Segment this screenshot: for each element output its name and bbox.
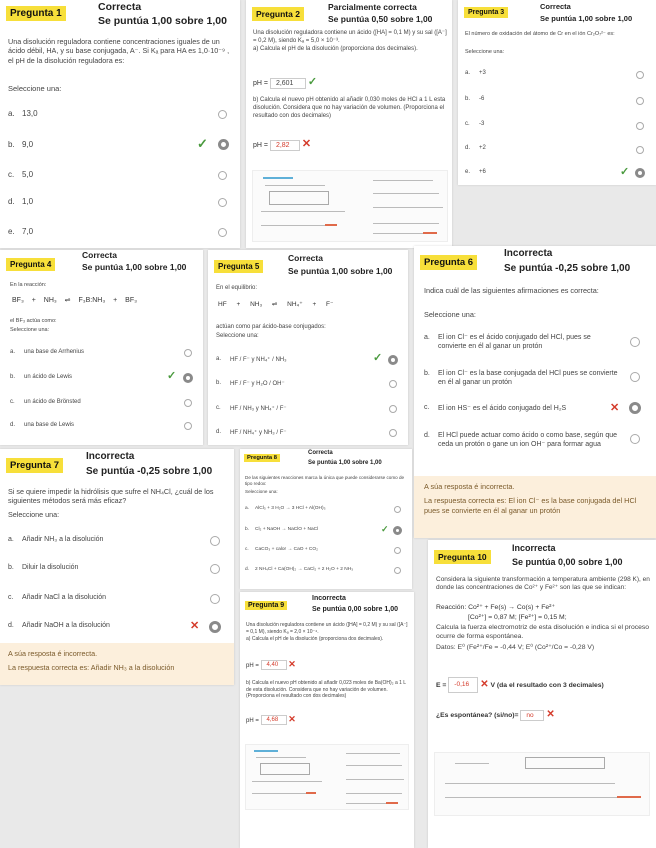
option-text: un ácido de Lewis bbox=[24, 374, 73, 380]
q9-a-input[interactable]: 4,40 bbox=[261, 660, 287, 670]
option-text: 9,0 bbox=[22, 140, 34, 149]
question-5-tag: Pregunta 5 bbox=[214, 260, 263, 273]
question-6-card bbox=[414, 246, 656, 538]
question-10-concentrations: [Co²⁺] = 0,87 M; [Fe²⁺] = 0,15 M; bbox=[468, 614, 567, 621]
q4-option-c[interactable] bbox=[10, 399, 81, 405]
option-letter: d. bbox=[8, 622, 14, 629]
q8-option-d[interactable] bbox=[245, 567, 385, 572]
q1-radio-d[interactable] bbox=[218, 198, 227, 207]
option-letter: b. bbox=[8, 564, 14, 571]
question-2-state: Parcialmente correcta bbox=[328, 2, 417, 12]
option-letter: d. bbox=[216, 429, 222, 435]
question-4-card bbox=[0, 250, 203, 445]
question-2-card bbox=[246, 0, 452, 248]
option-letter: d. bbox=[245, 567, 250, 572]
option-text: HF / NH₄⁺ y NH₃ / F⁻ bbox=[230, 430, 287, 436]
q10-s-row bbox=[436, 709, 555, 721]
q4-option-a[interactable] bbox=[10, 349, 84, 355]
question-10-points: Se puntúa 0,00 sobre 1,00 bbox=[512, 557, 623, 567]
e-unit: V (da el resultado con 3 decimales) bbox=[490, 682, 604, 689]
option-letter: e. bbox=[465, 169, 471, 175]
question-10-datos: Datos: E⁰ (Fe²⁺/Fe = -0,44 V; E⁰ (Co²⁺/Co = -0,28 V) bbox=[436, 644, 595, 651]
q3-radio-c[interactable] bbox=[636, 122, 644, 130]
q3-option-b[interactable] bbox=[465, 96, 484, 102]
q3-option-a[interactable] bbox=[465, 70, 486, 76]
question-3-points: Se puntúa 1,00 sobre 1,00 bbox=[540, 14, 633, 23]
option-text: Añadir NaCl a la disolución bbox=[22, 594, 107, 601]
question-5-text2: actúan como par ácido-base conjugados: bbox=[216, 324, 326, 330]
q8-option-a[interactable] bbox=[245, 506, 326, 511]
question-3-state: Correcta bbox=[540, 2, 571, 11]
question-4-text2: el BF₃ actúa como: bbox=[10, 318, 57, 324]
option-text: 2 NH₄Cl + Ca(OH)₂ → CaCl₂ + 2 H₂O + 2 NH₃ bbox=[255, 567, 354, 572]
question-7-card bbox=[0, 449, 234, 685]
feedback-status: A súa resposta é incorrecta. bbox=[424, 482, 515, 491]
option-text: 13,0 bbox=[22, 109, 38, 118]
q8-radio-d[interactable] bbox=[394, 567, 401, 574]
option-letter: b. bbox=[8, 140, 15, 149]
option-letter: d. bbox=[10, 422, 16, 428]
option-text: El HCl puede actuar como ácido o como base, según que ceda un protón o gane un ion OH⁻ para formar agua bbox=[438, 432, 617, 449]
q1-radio-e[interactable] bbox=[218, 228, 227, 237]
ph-label: pH = bbox=[253, 142, 268, 149]
q1-option-c[interactable] bbox=[8, 170, 33, 179]
q6-option-a[interactable] bbox=[424, 333, 620, 351]
question-4-state: Correcta bbox=[82, 250, 117, 260]
question-3-tag: Pregunta 3 bbox=[464, 7, 508, 18]
q7-radio-d[interactable] bbox=[209, 621, 221, 633]
question-2-b-text: b) Calcula el nuevo pH obtenido al añadir 0,030 moles de HCl a 1 L esta disolución. Considera que no hay variación de volumen. (Proporciona el resultado con dos decimales) bbox=[253, 97, 446, 119]
solution-image bbox=[245, 744, 409, 810]
ph-label: pH = bbox=[253, 80, 268, 87]
option-letter: c. bbox=[216, 405, 221, 411]
q8-radio-b[interactable] bbox=[393, 526, 402, 535]
question-10-state: Incorrecta bbox=[512, 543, 556, 553]
ph-label: pH = bbox=[246, 718, 259, 724]
q9-b-row bbox=[246, 714, 296, 725]
question-1-card bbox=[0, 0, 240, 248]
q10-e-input[interactable]: -0,16 bbox=[448, 677, 478, 693]
question-4-prompt: Seleccione una: bbox=[10, 327, 50, 333]
e-label: E = bbox=[436, 682, 447, 689]
question-9-b-text: b) Calcula el nuevo pH obtenido al añadir 0,023 moles de Ba(OH)₂ a 1 L de esta disolución. Considera que no hay variación de volumen. (Proporciona el resultado con dos decimales) bbox=[246, 680, 406, 699]
q6-option-c[interactable] bbox=[424, 404, 614, 412]
option-text: HF / NH₃ y NH₄⁺ / F⁻ bbox=[230, 406, 287, 412]
option-letter: c. bbox=[245, 547, 249, 552]
feedback-correct-answer: La respuesta correcta es: Añadir NH₃ a la disolución bbox=[8, 662, 175, 672]
question-7-text: Si se quiere impedir la hidrólisis que sufre el NH₄Cl, ¿cuál de los siguientes métodos será más eficaz? bbox=[8, 487, 214, 506]
q3-option-d[interactable] bbox=[465, 145, 486, 151]
question-2-tag: Pregunta 2 bbox=[252, 7, 304, 21]
question-1-points: Se puntúa 1,00 sobre 1,00 bbox=[98, 15, 227, 27]
option-letter: b. bbox=[245, 527, 250, 532]
ph-label: pH = bbox=[246, 663, 259, 669]
question-5-state: Correcta bbox=[288, 253, 323, 263]
question-5-prompt: Seleccione una: bbox=[216, 333, 259, 339]
q9-a-row bbox=[246, 659, 296, 670]
question-6-prompt: Seleccione una: bbox=[424, 310, 476, 319]
q1-radio-b[interactable] bbox=[218, 139, 229, 150]
feedback-correct-answer: La respuesta correcta es: El ion Cl⁻ es la base conjugada del HCl pues se convierte en él al ganar un protón bbox=[424, 495, 637, 515]
question-3-card bbox=[458, 0, 656, 185]
question-10-card bbox=[428, 540, 656, 848]
q6-radio-a[interactable] bbox=[630, 337, 640, 347]
q4-radio-c[interactable] bbox=[184, 399, 192, 407]
question-9-points: Se puntúa 0,00 sobre 1,00 bbox=[312, 606, 398, 613]
q3-radio-a[interactable] bbox=[636, 71, 644, 79]
q7-radio-a[interactable] bbox=[210, 536, 220, 546]
option-letter: d. bbox=[8, 197, 15, 206]
x-icon: ✕ bbox=[610, 402, 620, 414]
q1-radio-c[interactable] bbox=[218, 171, 227, 180]
option-letter: b. bbox=[424, 370, 430, 377]
q8-radio-c[interactable] bbox=[394, 547, 401, 554]
question-8-tag: Pregunta 8 bbox=[244, 454, 280, 462]
option-text: una base de Arrhenius bbox=[24, 349, 85, 355]
q3-option-e[interactable] bbox=[465, 169, 486, 175]
question-6-feedback bbox=[414, 476, 656, 538]
option-text: -6 bbox=[479, 96, 485, 102]
question-10-text: Considera la siguiente transformación a temperatura ambiente (298 K), en donde las concentraciones de Co²⁺ y Fe²⁺ son las que se indican: bbox=[436, 576, 650, 592]
option-letter: b. bbox=[10, 374, 16, 380]
q5-option-a[interactable] bbox=[216, 356, 287, 363]
option-letter: d. bbox=[465, 145, 471, 151]
option-letter: a. bbox=[245, 506, 250, 511]
question-10-text2: Calcula la fuerza electromotriz de esta disolución e indica si el proceso ocurre de forma espontánea. bbox=[436, 624, 650, 640]
q5-option-b[interactable] bbox=[216, 380, 285, 387]
check-icon: ✓ bbox=[381, 524, 389, 534]
option-text: AlCl₃ + 3 H₂O → 3 HCl + Al(OH)₃ bbox=[255, 506, 326, 511]
q9-b-input[interactable]: 4,68 bbox=[261, 715, 287, 725]
q4-radio-a[interactable] bbox=[184, 349, 192, 357]
option-text: +6 bbox=[479, 169, 486, 175]
check-icon: ✓ bbox=[620, 166, 630, 178]
option-text: Diluir la disolución bbox=[22, 564, 79, 571]
q5-radio-b[interactable] bbox=[389, 380, 397, 388]
question-5-text: En el equilibrio: bbox=[216, 285, 258, 291]
option-text: El ion HS⁻ es el ácido conjugado del H₂S bbox=[438, 405, 567, 412]
question-4-text: En la reacción: bbox=[10, 282, 47, 288]
question-9-text: Una disolución reguladora contiene un ácido ([HA] = 0,2 M) y su sal ([A⁻] = 0,1 M), siendo Kₐ = 2,0 × 10⁻⁴. bbox=[246, 622, 408, 635]
x-icon: ✕ bbox=[288, 714, 296, 724]
option-letter: a. bbox=[10, 349, 16, 355]
option-letter: d. bbox=[424, 432, 430, 439]
question-7-tag: Pregunta 7 bbox=[6, 458, 63, 473]
q6-radio-b[interactable] bbox=[630, 372, 640, 382]
q3-option-c[interactable] bbox=[465, 121, 484, 127]
option-letter: b. bbox=[216, 380, 222, 386]
question-8-points: Se puntúa 1,00 sobre 1,00 bbox=[308, 460, 382, 466]
option-text: Cl₂ + NaOH → NaClO + NaCl bbox=[255, 527, 319, 532]
question-6-state: Incorrecta bbox=[504, 248, 553, 259]
q5-option-d[interactable] bbox=[216, 429, 287, 436]
question-8-prompt: Seleccione una: bbox=[245, 489, 278, 494]
x-icon: ✕ bbox=[301, 138, 312, 150]
question-1-state: Correcta bbox=[98, 1, 142, 13]
question-3-prompt: Seleccione una: bbox=[465, 49, 505, 55]
option-text: El ion Cl⁻ es el ácido conjugado del HCl, pues se convierte en él al ganar un protón bbox=[438, 334, 591, 351]
option-text: HF / F⁻ y NH₄⁺ / NH₃ bbox=[230, 357, 287, 363]
option-letter: c. bbox=[8, 594, 14, 601]
q4-option-b[interactable] bbox=[10, 374, 72, 380]
option-letter: c. bbox=[10, 399, 15, 405]
solution-image bbox=[434, 752, 650, 816]
option-text: -3 bbox=[479, 121, 485, 127]
question-4-reaction: BF₃ + NH₃ ⇌ F₃B:NH₃ + BF₃ bbox=[12, 297, 137, 304]
x-icon: ✕ bbox=[480, 679, 489, 690]
q8-option-c[interactable] bbox=[245, 547, 318, 552]
question-9-state: Incorrecta bbox=[312, 595, 346, 602]
option-text: +2 bbox=[479, 145, 486, 151]
option-text: +3 bbox=[479, 70, 486, 76]
x-icon: ✕ bbox=[190, 620, 200, 632]
q5-radio-a[interactable] bbox=[388, 355, 398, 365]
q2-b-input[interactable]: 2,82 bbox=[270, 140, 300, 151]
q3-radio-d[interactable] bbox=[636, 146, 644, 154]
question-1-prompt: Seleccione una: bbox=[8, 84, 62, 93]
option-letter: c. bbox=[424, 404, 430, 411]
option-letter: a. bbox=[465, 70, 471, 76]
question-6-tag: Pregunta 6 bbox=[420, 255, 477, 270]
question-6-points: Se puntúa -0,25 sobre 1,00 bbox=[504, 263, 631, 274]
option-text: 5,0 bbox=[22, 170, 34, 179]
q5-radio-d[interactable] bbox=[389, 429, 397, 437]
check-icon: ✓ bbox=[373, 352, 383, 364]
question-7-points: Se puntúa -0,25 sobre 1,00 bbox=[86, 466, 213, 477]
option-letter: a. bbox=[8, 536, 14, 543]
q6-radio-d[interactable] bbox=[630, 434, 640, 444]
question-2-points: Se puntúa 0,50 sobre 1,00 bbox=[328, 14, 433, 24]
x-icon: ✕ bbox=[546, 709, 555, 720]
option-text: 1,0 bbox=[22, 197, 34, 206]
option-letter: c. bbox=[465, 121, 470, 127]
question-3-text: El número de oxidación del átomo de Cr en el ión Cr₂O₇²⁻ es: bbox=[465, 31, 615, 37]
question-1-tag: Pregunta 1 bbox=[6, 6, 66, 21]
option-text: 7,0 bbox=[22, 227, 34, 236]
option-letter: c. bbox=[8, 170, 15, 179]
question-10-tag: Pregunta 10 bbox=[434, 550, 491, 564]
q7-option-d[interactable] bbox=[8, 622, 110, 629]
question-7-prompt: Seleccione una: bbox=[8, 510, 60, 519]
q10-s-input[interactable]: no bbox=[520, 710, 544, 721]
option-text: Añadir NH₃ a la disolución bbox=[22, 536, 104, 543]
q7-radio-b[interactable] bbox=[210, 564, 220, 574]
q6-option-b[interactable] bbox=[424, 369, 620, 387]
q1-option-e[interactable] bbox=[8, 227, 33, 236]
q1-option-d[interactable] bbox=[8, 197, 33, 206]
question-7-feedback bbox=[0, 643, 234, 685]
q7-option-c[interactable] bbox=[8, 594, 106, 601]
question-1-text: Una disolución reguladora contiene concentraciones iguales de un ácido débil, HA, y su base conjugada, A⁻. Si Kₐ para HA es 1,0·10⁻⁹ , el pH de la disolución reguladora es: bbox=[8, 37, 230, 65]
question-8-state: Correcta bbox=[308, 450, 333, 456]
option-text: El ion Cl⁻ es la base conjugada del HCl pues se convierte en él al ganar un protón bbox=[438, 370, 618, 387]
option-letter: e. bbox=[8, 227, 15, 236]
question-10-reaction: Reacción: Co²⁺ + Fe(s) → Co(s) + Fe²⁺ bbox=[436, 604, 555, 611]
q10-e-row bbox=[436, 675, 650, 694]
q7-option-b[interactable] bbox=[8, 564, 78, 571]
feedback-status: A súa resposta é incorrecta. bbox=[8, 649, 98, 658]
question-9-tag: Pregunta 9 bbox=[245, 601, 287, 610]
question-9-a-text: a) Calcula el pH de la disolución (proporciona dos decimales). bbox=[246, 636, 384, 642]
q6-radio-c[interactable] bbox=[629, 402, 641, 414]
question-2-text: Una disolución reguladora contiene un ácido ([HA] = 0,1 M) y su sal ([A⁻] = 0,2 M), siendo Kₐ = 5,0 × 10⁻³. bbox=[253, 30, 447, 44]
q7-radio-c[interactable] bbox=[210, 594, 220, 604]
option-text: Añadir NaOH a la disolución bbox=[22, 622, 110, 629]
q5-radio-c[interactable] bbox=[389, 405, 397, 413]
option-text: HF / F⁻ y H₂O / OH⁻ bbox=[230, 381, 285, 387]
question-6-text: Indica cuál de las siguientes afirmaciones es correcta: bbox=[424, 286, 599, 295]
check-icon: ✓ bbox=[307, 76, 318, 88]
q1-option-a[interactable] bbox=[8, 109, 38, 118]
question-8-text: De las siguientes reacciones marca la única que puede considerarse como de tipo redox: bbox=[245, 475, 405, 486]
x-icon: ✕ bbox=[288, 659, 296, 669]
q3-radio-e[interactable] bbox=[635, 168, 645, 178]
question-7-state: Incorrecta bbox=[86, 451, 135, 462]
q4-radio-b[interactable] bbox=[183, 373, 193, 383]
question-5-reaction: HF + NH₃ ⇌ NH₄⁺ + F⁻ bbox=[218, 301, 334, 308]
option-letter: b. bbox=[465, 96, 471, 102]
q1-option-b[interactable] bbox=[8, 140, 33, 149]
q8-radio-a[interactable] bbox=[394, 506, 401, 513]
q8-option-b[interactable] bbox=[245, 527, 318, 532]
q4-radio-d[interactable] bbox=[184, 422, 192, 430]
option-text: un ácido de Brönsted bbox=[24, 399, 81, 405]
check-icon: ✓ bbox=[167, 370, 177, 382]
option-text: CaCO₃ + calor → CaO + CO₂ bbox=[255, 547, 318, 552]
check-icon: ✓ bbox=[197, 136, 208, 151]
question-5-points: Se puntúa 1,00 sobre 1,00 bbox=[288, 266, 393, 276]
q2-a-row bbox=[253, 75, 317, 89]
q3-radio-b[interactable] bbox=[636, 97, 644, 105]
question-8-card bbox=[240, 449, 412, 589]
question-4-points: Se puntúa 1,00 sobre 1,00 bbox=[82, 262, 187, 272]
option-letter: a. bbox=[424, 334, 430, 341]
s-label: ¿Es espontánea? (si/no)= bbox=[436, 712, 519, 719]
question-4-tag: Pregunta 4 bbox=[6, 258, 55, 271]
option-text: una base de Lewis bbox=[24, 422, 75, 428]
q6-option-d[interactable] bbox=[424, 431, 620, 449]
question-9-card bbox=[240, 592, 414, 848]
q1-radio-a[interactable] bbox=[218, 110, 227, 119]
q7-option-a[interactable] bbox=[8, 536, 103, 543]
q2-b-row bbox=[253, 137, 311, 151]
question-2-a-text: a) Calcula el pH de la disolución (proporciona dos decimales). bbox=[253, 46, 418, 52]
q5-option-c[interactable] bbox=[216, 405, 287, 412]
option-letter: a. bbox=[8, 109, 15, 118]
option-letter: a. bbox=[216, 356, 222, 362]
q4-option-d[interactable] bbox=[10, 422, 74, 428]
question-5-card bbox=[208, 250, 408, 445]
q2-a-input[interactable]: 2,601 bbox=[270, 78, 306, 89]
solution-image bbox=[252, 170, 448, 242]
